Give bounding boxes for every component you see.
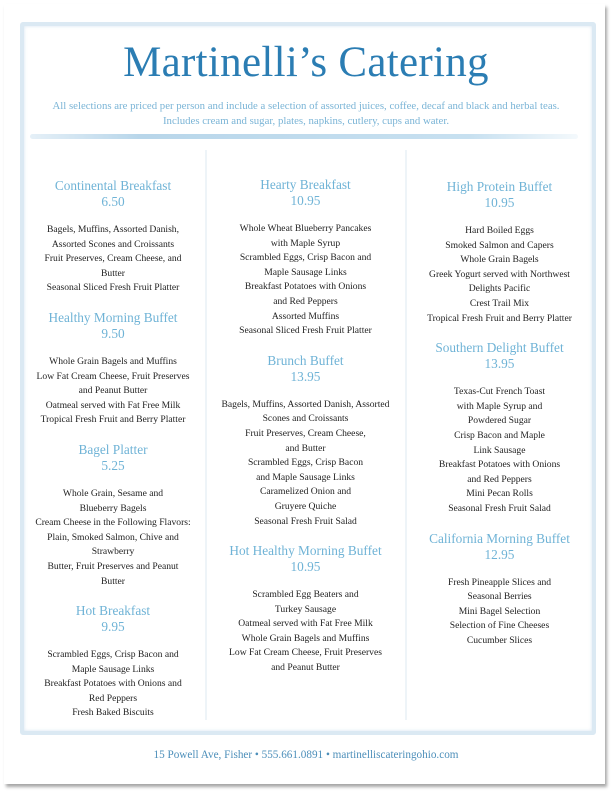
section-title: Hot Healthy Morning Buffet — [229, 543, 382, 559]
menu-item: Assorted Scones and Croissants — [51, 238, 175, 250]
menu-item: Whole Grain Bagels — [460, 254, 539, 266]
menu-item: Mini Bagel Selection — [458, 605, 541, 617]
section-title: Southern Delight Buffet — [435, 340, 564, 356]
menu-item: Tropical Fresh Fruit and Berry Platter — [427, 312, 572, 324]
section-price: 10.95 — [484, 195, 515, 210]
menu-item: Turkey Sausage — [274, 603, 337, 615]
menu-item: Selection of Fine Cheeses — [449, 620, 550, 632]
menu-item: Whole Grain Bagels and Muffins — [241, 632, 370, 644]
menu-item: Seasonal Sliced Fresh Fruit Platter — [46, 282, 180, 294]
section-price: 13.95 — [484, 356, 515, 372]
menu-section-hearty-breakfast — [207, 177, 404, 339]
menu-item: Scrambled Eggs, Crisp Bacon — [247, 457, 364, 469]
menu-item: Oatmeal served with Fat Free Milk — [45, 399, 181, 411]
menu-item: and Red Peppers — [467, 473, 532, 485]
menu-item: Delights Pacific — [468, 283, 531, 295]
section-price: 12.95 — [484, 546, 515, 562]
menu-column-1 — [22, 178, 204, 721]
menu-item: Low Fat Cream Cheese, Fruit Preserves — [36, 370, 190, 382]
menu-item: Scrambled Egg Beaters and — [252, 589, 359, 601]
menu-section-bagel-platter — [22, 442, 204, 589]
section-title: Continental Breakfast — [54, 178, 172, 193]
menu-item: and Red Peppers — [273, 295, 338, 307]
menu-item: Maple Sausage Links — [264, 266, 347, 278]
menu-item: Butter, Fruit Preserves and Peanut — [47, 560, 179, 572]
menu-item: Whole Grain Bagels and Muffins — [49, 355, 177, 367]
section-price: 5.25 — [101, 457, 125, 473]
section-title: Bagel Platter — [78, 441, 148, 457]
page-title: Martinelli’s Catering — [123, 39, 489, 86]
menu-item: Crest Trail Mix — [469, 297, 530, 309]
menu-item: with Maple Syrup — [270, 237, 341, 249]
menu-item: Breakfast Potatoes with Onions — [244, 281, 367, 293]
menu-item: Powdered Sugar — [467, 415, 532, 427]
section-title: Brunch Buffet — [267, 352, 344, 368]
menu-item: Greek Yogurt served with Northwest — [429, 268, 570, 280]
menu-item: Cream Cheese in the Following Flavors: — [35, 517, 191, 529]
header-divider — [30, 134, 578, 139]
menu-item: Fresh Baked Biscuits — [72, 707, 154, 719]
menu-item: Fruit Preserves, Cream Cheese, and — [44, 253, 182, 265]
menu-item: Link Sausage — [473, 444, 526, 456]
section-price: 13.95 — [290, 368, 321, 384]
menu-item: Whole Wheat Blueberry Pancakes — [239, 223, 372, 234]
menu-item: Seasonal Fresh Fruit Salad — [254, 515, 357, 527]
menu-item: Low Fat Cream Cheese, Fruit Preserves — [229, 647, 382, 659]
menu-section-high-protein-buffet — [407, 179, 592, 326]
menu-item: Cucumber Slices — [466, 634, 533, 646]
section-title: Healthy Morning Buffet — [48, 309, 178, 325]
section-price: 9.95 — [101, 619, 125, 635]
menu-item: Assorted Muffins — [271, 310, 340, 322]
menu-item: Breakfast Potatoes with Onions — [438, 459, 561, 471]
menu-item: Strawberry — [91, 546, 135, 558]
section-price: 6.50 — [101, 194, 125, 209]
menu-item: Breakfast Potatoes with Onions and — [44, 678, 182, 690]
menu-section-california-morning-buffet — [407, 531, 592, 649]
menu-item: and Peanut Butter — [271, 662, 340, 674]
menu-item: Mini Pecan Rolls — [466, 488, 533, 500]
section-price: 10.95 — [290, 193, 321, 208]
section-price: 10.95 — [290, 559, 321, 575]
menu-item: Plain, Smoked Salmon, Chive and — [47, 531, 179, 543]
menu-item: Smoked Salmon and Capers — [445, 239, 554, 251]
contact-footer: 15 Powell Ave, Fisher • 555.661.0891 • martinelliscateringohio.com — [153, 749, 459, 761]
menu-item: Scrambled Eggs, Crisp Bacon and — [239, 252, 372, 264]
menu-item: Whole Grain, Sesame and — [62, 487, 164, 499]
menu-section-hot-healthy-morning-buffet — [207, 543, 404, 676]
menu-item: Seasonal Berries — [467, 591, 532, 603]
menu-item: Oatmeal served with Fat Free Milk — [238, 618, 373, 630]
menu-item: Seasonal Sliced Fresh Fruit Platter — [239, 325, 372, 337]
menu-item: and Butter — [285, 442, 326, 454]
menu-section-continental-breakfast — [22, 178, 204, 296]
menu-item: Fruit Preserves, Cream Cheese, — [245, 427, 366, 439]
menu-column-2 — [207, 177, 404, 676]
menu-item: Blueberry Bagels — [79, 502, 147, 514]
menu-item: Fresh Pineapple Slices and — [447, 576, 552, 588]
section-title: Hearty Breakfast — [260, 177, 351, 192]
menu-section-southern-delight-buffet — [407, 340, 592, 516]
menu-item: Caramelized Onion and — [259, 486, 352, 498]
menu-item: Butter — [101, 575, 125, 587]
menu-item: Gruyere Quiche — [274, 500, 337, 512]
menu-item: with Maple Syrup and — [456, 400, 543, 412]
menu-item: Hard Boiled Eggs — [465, 225, 534, 236]
menu-item: Red Peppers — [88, 692, 138, 704]
menu-item: Butter — [101, 267, 125, 279]
menu-item: Seasonal Fresh Fruit Salad — [448, 502, 551, 514]
menu-section-brunch-buffet — [207, 353, 404, 529]
menu-item: Scones and Croissants — [262, 413, 349, 425]
menu-item: Bagels, Muffins, Assorted Danish, — [47, 224, 179, 235]
menu-item: Bagels, Muffins, Assorted Danish, Assorted — [221, 398, 390, 410]
menu-item: and Peanut Butter — [78, 385, 148, 397]
menu-item: Maple Sausage Links — [71, 663, 155, 675]
menu-item: Texas-Cut French Toast — [453, 386, 546, 398]
menu-section-hot-breakfast — [22, 603, 204, 721]
menu-item: and Maple Sausage Links — [256, 471, 355, 483]
menu-item: Scrambled Eggs, Crisp Bacon and — [47, 649, 179, 661]
menu-item: Crisp Bacon and Maple — [454, 429, 545, 441]
section-price: 9.50 — [101, 325, 125, 341]
intro-text: All selections are priced per person and include a selection of assorted juices, coffee, decaf and black and herbal teas. Includes cream and sugar, plates, napkins, cutlery, cups and water. — [52, 100, 560, 127]
section-title: California Morning Buffet — [429, 530, 570, 546]
section-title: Hot Breakfast — [75, 603, 151, 619]
menu-section-healthy-morning-buffet — [22, 310, 204, 428]
menu-column-3 — [407, 179, 592, 648]
section-title: High Protein Buffet — [446, 179, 553, 194]
menu-item: Tropical Fresh Fruit and Berry Platter — [40, 414, 186, 426]
